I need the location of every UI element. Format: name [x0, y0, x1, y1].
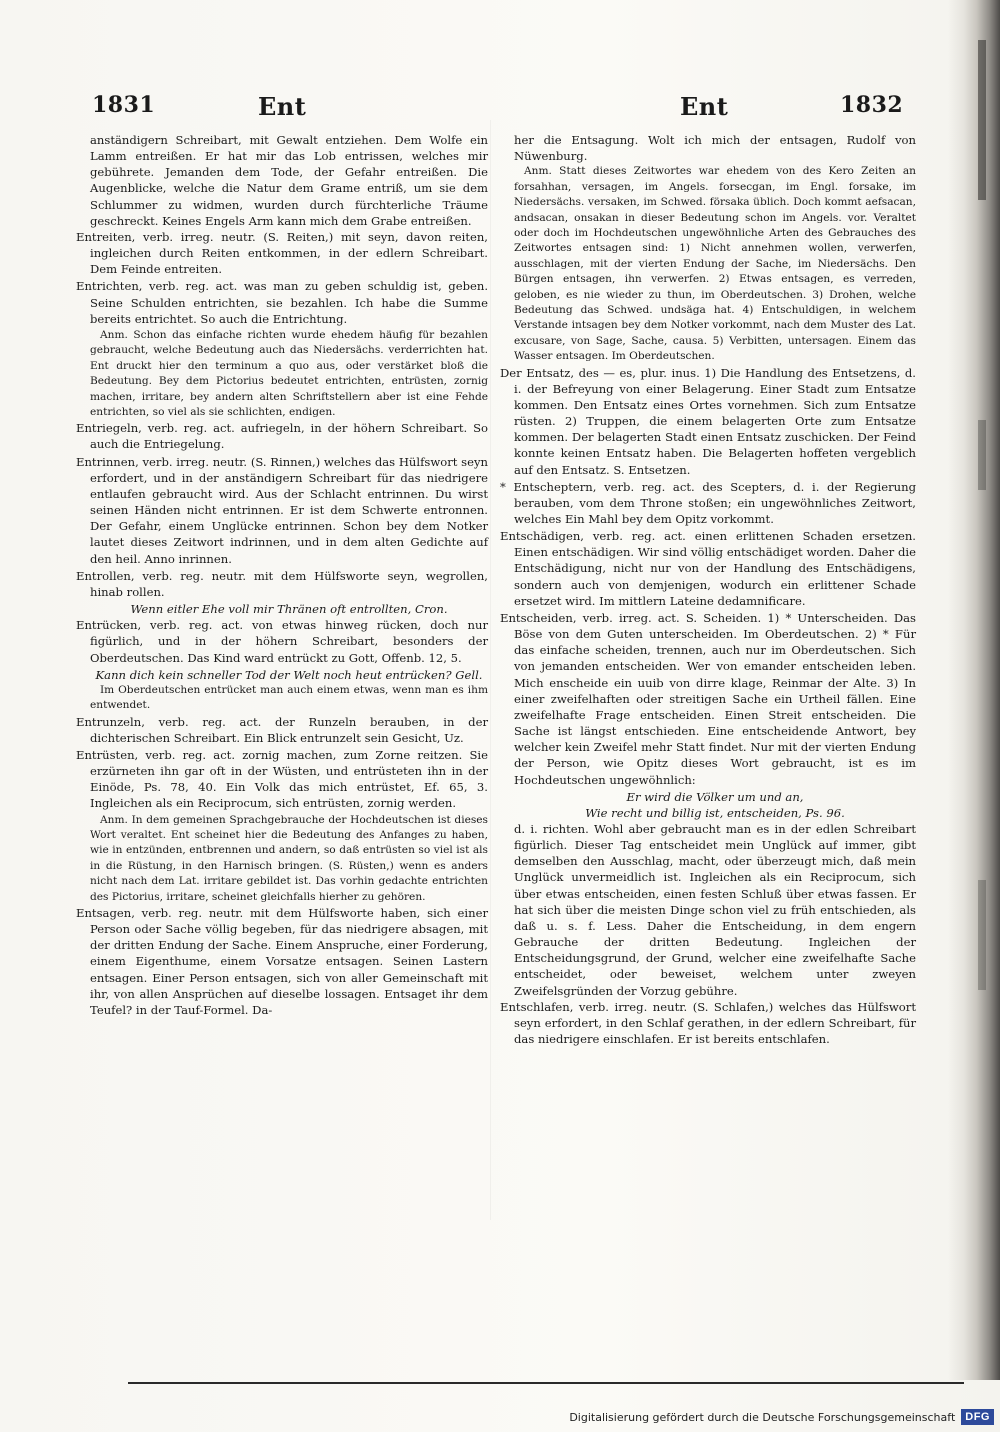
- dictionary-entry: Entriegeln, verb. reg. act. aufriegeln, in der höhern Schreibart. So auch die Entriegelung.: [76, 421, 488, 452]
- column-gutter: [490, 120, 491, 1220]
- left-page-number: 1831: [92, 92, 156, 118]
- annotation-note: Anm. Schon das einfache richten wurde ehedem häufig für bezahlen gebraucht, welche Bedeutung auch das Niedersächs. verderrichten hat. Ent druckt hier den terminum a quo aus, oder verstärket bloß die Bedeutung. Bey dem Pictorius bedeutet entrichten, entrüsten, zornig machen, irritare, bey andern alten Schriftstellern aber ist eine Fehde entrichten, so viel als sie schlichten, endigen.: [90, 328, 488, 418]
- right-running-head: Ent: [680, 92, 729, 121]
- right-column: [500, 132, 916, 1048]
- dfg-logo: DFG: [961, 1409, 994, 1425]
- dictionary-entry: Entreiten, verb. irreg. neutr. (S. Reiten,) mit seyn, davon reiten, ingleichen durch Reiten entkommen, in der edlern Schreibart. Dem Feinde entreiten.: [76, 229, 488, 277]
- edge-stain: [978, 880, 986, 990]
- dictionary-entry: Entsagen, verb. reg. neutr. mit dem Hülfsworte haben, sich einer Person oder Sache völlig begeben, für das niedrigere absagen, mit der dritten Endung der Sache. Einem Anspruche, einer Forderung, einem Eigenthume, einem Vorsatze entsagen. Seinen Lastern entsagen. Einer Person entsagen, sich von aller Gemeinschaft mit ihr, von allen Ansprüchen auf dieselbe lossagen. Entsaget ihr dem Teufel? in der Tauf-Formel. Da-: [76, 906, 488, 1017]
- left-running-head: Ent: [258, 92, 307, 121]
- page-edge-shadow: [948, 0, 1000, 1380]
- dictionary-entry: Entrücken, verb. reg. act. von etwas hinweg rücken, doch nur figürlich, und in der höhern Schreibart, besonders der Oberdeutschen. Das Kind ward entrückt zu Gott, Offenb. 12, 5.: [76, 618, 488, 665]
- annotation-note: Im Oberdeutschen entrücket man auch einem etwas, wenn man es ihm entwendet.: [90, 683, 488, 712]
- edge-stain: [978, 420, 986, 490]
- footer: [569, 1406, 994, 1428]
- dictionary-entry: Entschädigen, verb. reg. act. einen erlittenen Schaden ersetzen. Einen entschädigen. Wir sind völlig entschädiget worden. Daher die Entschädigung, nicht nur von der Handlung des Entschädigens, sondern auch von demjenigen, wodurch ein erlittener Schade ersetzet wird. Im mittlern Lateine dedamnificare.: [500, 529, 916, 608]
- verse-quote: Kann dich kein schneller Tod der Welt noch heut entrücken? Gell.: [95, 667, 483, 682]
- dictionary-entry: Entrinnen, verb. irreg. neutr. (S. Rinnen,) welches das Hülfswort seyn erfordert, und in der anständigern Schreibart für das niedrigere entlaufen gebraucht wird. Aus der Schlacht entrinnen. Du wirst seinen Händen nicht entrinnen. Er ist dem Schwerte entronnen. Der Gefahr, einem Unglücke entrinnen. Schon bey dem Notker lautet dieses Zeitwort indrinnen, und in dem alten Gedichte auf den heil. Anno inrinnen.: [76, 454, 488, 566]
- digitization-credit: Digitalisierung gefördert durch die Deutsche Forschungsgemeinschaft: [569, 1410, 956, 1424]
- annotation-note: Anm. In dem gemeinen Sprachgebrauche der Hochdeutschen ist dieses Wort veraltet. Ent scheinet hier die Bedeutung des Anfanges zu haben, wie in entzünden, entbrennen und andern, so daß entrüsten so viel ist als in die Rüstung, in den Harnisch bringen. (S. Rüsten,) wenn es anders nicht nach dem Lat. irritare gebildet ist. Das vorhin gedachte entrichten des Pictorius, irritare, scheinet gleichfalls hierher zu gehören.: [90, 813, 488, 903]
- dictionary-entry: Entrollen, verb. reg. neutr. mit dem Hülfsworte seyn, wegrollen, hinab rollen.: [76, 568, 488, 599]
- page-header: [0, 92, 1000, 132]
- verse-quote: Wenn eitler Ehe voll mir Thränen oft entrollten, Cron.: [130, 602, 448, 617]
- dictionary-entry: Entrüsten, verb. reg. act. zornig machen, zum Zorne reitzen. Sie erzürneten ihn gar oft in der Wüsten, und entrüsteten ihn in der Einöde, Ps. 78, 40. Ein Volk das mich entrüstet, Ef. 65, 3. Ingleichen als ein Reciprocum, sich entrüsten, zornig werden.: [76, 747, 488, 811]
- dictionary-entry: Entscheiden, verb. irreg. act. S. Scheiden. 1) * Unterscheiden. Das Böse von dem Guten unterscheiden. Im Oberdeutschen. 2) * Für das einfache scheiden, trennen, auch nur im Oberdeutschen. Sich von jemanden entscheiden. Wer von emander entscheiden leben. Mich enscheide ein uuib von dirre klage, Reinmar der Alte. 3) In einer zweifelhaften oder streitigen Sache ein Urtheil fällen. Eine zweifelhafte Frage entscheiden. Einen Streit entscheiden. Die Sache ist längst entschieden. Eine entscheidende Antwort, bey welcher kein Zweifel mehr Statt findet. Nur mit der vierten Endung der Person, wie Opitz dieses Wort gebraucht, ist es im Hochdeutschen ungewöhnlich:: [500, 610, 916, 787]
- dictionary-entry: Entrichten, verb. reg. act. was man zu geben schuldig ist, geben. Seine Schulden entrichten, sie bezahlen. Ich habe die Summe bereits entrichtet. So auch die Entrichtung.: [76, 279, 488, 326]
- bottom-rule: [128, 1382, 964, 1384]
- entry-continuation: d. i. richten. Wohl aber gebraucht man es in der edlen Schreibart figürlich. Dieser Tag entscheidet mein Unglück auf immer, gibt demselben den Ausschlag, macht, oder überzeugt mich, daß mein Unglück unvermeidlich ist. Ingleichen als ein Reciprocum, sich über etwas entscheiden, einen festen Schluß über etwas fassen. Er hat sich über die meisten Dinge schon viel zu früh entschieden, als daß u. s. f. Less. Daher die Entscheidung, in dem engern Gebrauche der dritten Bedeutung. Ingleichen der Entscheidungsgrund, der Grund, welcher eine zweifelhafte Sache entscheidet, oder beweiset, welchem unter zweyen Zweifelsgründen der Vorzug gebühre.: [514, 821, 916, 998]
- dictionary-entry: Entschlafen, verb. irreg. neutr. (S. Schlafen,) welches das Hülfswort seyn erfordert, in den Schlaf gerathen, in der edlern Schreibart, für das niedrigere einschlafen. Er ist bereits entschlafen.: [500, 999, 916, 1046]
- entry-continuation: her die Entsagung. Wolt ich mich der entsagen, Rudolf von Nüwenburg.: [514, 133, 916, 164]
- right-page-number: 1832: [840, 92, 904, 118]
- entry-continuation: anständigern Schreibart, mit Gewalt entziehen. Dem Wolfe ein Lamm entreißen. Er hat mir das Lob entrissen, welches mir gebührete. Jemanden dem Tode, der Gefahr entreißen. Die Augenblicke, welche die Natur dem Grame entriß, um sie dem Schlummer zu widmen, wurden durch fürchterliche Träume geschreckt. Keines Engels Arm kann mich dem Grabe entreißen.: [90, 133, 488, 228]
- annotation-note: Anm. Statt dieses Zeitwortes war ehedem von des Kero Zeiten an forsahhan, versagen, im Angels. forsecgan, im Engl. forsake, im Niedersächs. versaken, im Schwed. försaka üblich. Doch kommt aefsacan, andsacan, onsakan in dieser Bedeutung schon im Angels. vor. Veraltet oder doch im Hochdeutschen ungewöhnliche Arten des Gebrauches des Zeitwortes entsagen sind: 1) Nicht annehmen wollen, verwerfen, ausschlagen, mit der vierten Endung der Sache, im Niedersächs. Den Bürgen entsagen, ihn verwerfen. 2) Etwas entsagen, es verreden, geloben, es nie wieder zu thun, im Oberdeutschen. 3) Drohen, welche Bedeutung das Schwed. undsäga hat. 4) Entschuldigen, in welchem Verstande intsagen bey dem Notker vorkommt, nach dem Muster des Lat. excusare, von Sage, Sache, causa. 5) Verbitten, untersagen. Einem das Wasser entsagen. Im Oberdeutschen.: [514, 165, 916, 363]
- verse-quote: Er wird die Völker um und an,: [626, 789, 804, 804]
- dictionary-entry: * Entscheptern, verb. reg. act. des Scepters, d. i. der Regierung berauben, vom dem Throne stoßen; ein ungewöhnliches Zeitwort, welches Ein Mahl bey dem Opitz vorkommt.: [500, 479, 916, 526]
- left-column: [76, 132, 488, 1019]
- verse-quote: Wie recht und billig ist, entscheiden, Ps. 96.: [585, 805, 845, 820]
- dictionary-entry: Der Entsatz, des — es, plur. inus. 1) Die Handlung des Entsetzens, d. i. der Befreyung von einer Belagerung. Einer Stadt zum Entsatze kommen. Den Entsatz eines Ortes vornehmen. Sich zum Entsatze rüsten. 2) Truppen, die einem belagerten Orte zum Entsatze kommen. Der belagerten Stadt einen Entsatz zuschicken. Der Feind konnte keinen Entsatz haben. Die Belagerten hoffeten vergeblich auf den Entsatz. S. Entsetzen.: [500, 365, 916, 477]
- dictionary-entry: Entrunzeln, verb. reg. act. der Runzeln berauben, in der dichterischen Schreibart. Ein Blick entrunzelt sein Gesicht, Uz.: [76, 714, 488, 745]
